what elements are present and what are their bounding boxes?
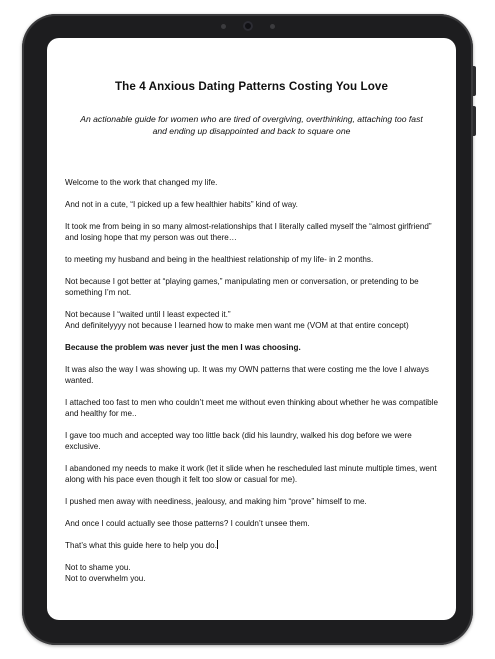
sensor-icon [270,24,275,29]
paragraph: It was also the way I was showing up. It was my OWN patterns that were costing me the love I always wanted. [65,365,429,385]
tablet-screen [47,38,456,620]
paragraph: Not to shame you. [65,563,131,572]
paragraph: Welcome to the work that changed my life. [65,178,218,187]
paragraph: to meeting my husband and being in the healthiest relationship of my life- in 2 months. [65,255,374,264]
document-page [65,80,438,595]
volume-down-button [473,106,476,136]
document-title: The 4 Anxious Dating Patterns Costing You Love [114,80,388,93]
paragraph-emphasis: Because the problem was never just the men I was choosing. [65,343,301,352]
paragraph: I abandoned my needs to make it work (let it slide when he rescheduled last minute multiple times, went along with his pace even though it felt too slow or casual for me). [65,464,437,484]
paragraph: Not because I “waited until I least expected it.” [65,310,231,319]
paragraph: And once I could actually see those patterns? I couldn’t unsee them. [65,519,310,528]
document-body [65,177,438,584]
paragraph: It took me from being in so many almost-relationships that I literally called myself the “almost girlfriend” and losing hope that my person was out there… [65,222,432,242]
paragraph: I attached too fast to men who couldn’t meet me without even thinking about whether he was compatible and healthy for me.. [65,398,438,418]
tablet-frame [22,14,473,645]
paragraph-text: That’s what this guide here to help you do. [65,541,217,550]
paragraph-with-cursor[interactable] [65,540,438,551]
paragraph: I pushed men away with neediness, jealousy, and making him “prove” himself to me. [65,497,367,506]
camera-icon [243,21,253,31]
sensor-icon [221,24,226,29]
paragraph: I gave too much and accepted way too little back (did his laundry, walked his dog before we were exclusive. [65,431,412,451]
camera-bar [221,19,275,33]
paragraph: And not in a cute, “I picked up a few healthier habits” kind of way. [65,200,298,209]
paragraph: Not to overwhelm you. [65,574,146,583]
paragraph: And definitelyyyy not because I learned how to make men want me (VOM at that entire concept) [65,321,409,330]
text-cursor [217,540,218,549]
paragraph: Not because I got better at “playing games,” manipulating men or conversation, or pretending to be something I’m not. [65,277,419,297]
volume-up-button [473,66,476,96]
document-subtitle: An actionable guide for women who are tired of overgiving, overthinking, attaching too fast and ending up disappointed and back to square one [80,114,423,136]
